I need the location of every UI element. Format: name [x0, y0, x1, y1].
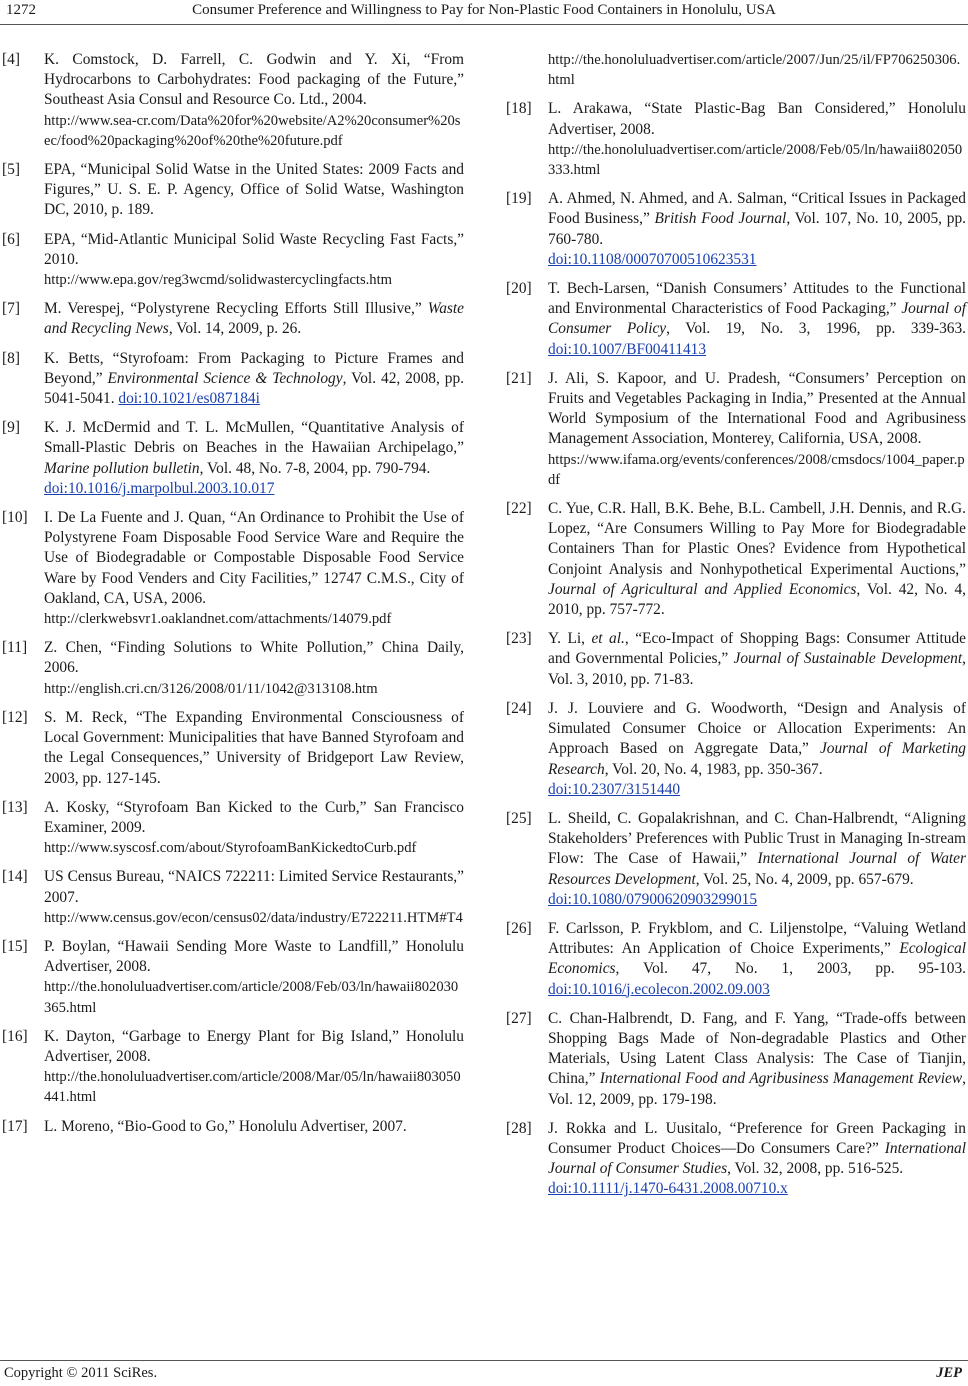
reference-url[interactable]: https://www.ifama.org/events/conferences/2008/cmsdocs/1004_paper.pdf	[548, 451, 965, 488]
doi-link[interactable]: doi:10.1016/j.marpolbul.2003.10.017	[44, 479, 275, 497]
reference-number: [15]	[2, 937, 28, 955]
reference-text: A. Kosky, “Styrofoam Ban Kicked to the Curb,” San Francisco Examiner, 2009.	[44, 798, 464, 836]
reference-text: C. Chan-Halbrendt, D. Fang, and F. Yang, “Trade-offs between Shopping Bags Made of Non-degradable Plastics and Other Materials, Using Latent Class Analysis: The Case of Tianjin, China,”	[548, 1009, 966, 1088]
reference-url[interactable]: http://the.honoluluadvertiser.com/article/2008/Feb/03/ln/hawaii802030365.html	[44, 979, 459, 1016]
reference-item	[2, 1027, 464, 1108]
reference-number: [28]	[506, 1119, 532, 1137]
reference-text: , “Eco-Impact of Shopping Bags: Consumer Attitude and Governmental Policies,”	[548, 630, 966, 668]
reference-item	[506, 699, 966, 800]
reference-text: US Census Bureau, “NAICS 722211: Limited Service Restaurants,” 2007.	[44, 868, 464, 906]
reference-details: , Vol. 48, No. 7-8, 2004, pp. 790-794.	[199, 459, 431, 477]
references-right-column	[506, 50, 966, 1209]
reference-number: [9]	[2, 419, 20, 437]
reference-item	[506, 809, 966, 910]
journal-title: Environmental Science & Technology	[107, 369, 343, 387]
reference-url[interactable]: http://clerkwebsvr1.oaklandnet.com/attachments/14079.pdf	[44, 611, 392, 628]
reference-number: [22]	[506, 500, 532, 518]
reference-item	[506, 99, 966, 180]
reference-item	[2, 638, 464, 699]
reference-number: [27]	[506, 1009, 532, 1027]
reference-item	[506, 279, 966, 360]
reference-number: [8]	[2, 349, 20, 367]
running-title: Consumer Preference and Willingness to Pay for Non-Plastic Food Containers in Honolulu, USA	[192, 2, 776, 18]
reference-text: Y. Li,	[548, 630, 592, 648]
reference-text: P. Boylan, “Hawaii Sending More Waste to Landfill,” Honolulu Advertiser, 2008.	[44, 937, 464, 976]
reference-details: , Vol. 42, 2008, pp. 5041-5041.	[44, 369, 464, 408]
reference-number: [20]	[506, 280, 532, 298]
reference-number: [6]	[2, 230, 20, 248]
reference-text: J. Ali, S. Kapoor, and U. Pradesh, “Consumers’ Perception on Fruits and Vegetables Packaging in India,” Presented at the Annual World Symposium of the International Food and Agribusiness Management Association, Monterey, California, USA, 2008.	[548, 369, 966, 448]
reference-number: [26]	[506, 919, 532, 937]
journal-title: Journal of Agricultural and Applied Economics	[548, 580, 857, 598]
reference-details: , Vol. 12, 2009, pp. 179-198.	[548, 1070, 966, 1108]
page-number: 1272	[6, 2, 36, 18]
reference-number: [19]	[506, 190, 532, 208]
reference-item	[2, 708, 464, 789]
reference-number: [4]	[2, 51, 20, 68]
reference-text: K. Betts, “Styrofoam: From Packaging to Picture Frames and Beyond,”	[44, 349, 464, 387]
reference-item	[506, 50, 966, 90]
doi-link[interactable]: doi:10.1007/BF00411413	[548, 340, 707, 358]
doi-link[interactable]: doi:10.2307/3151440	[548, 780, 681, 798]
reference-details: , Vol. 42, No. 4, 2010, pp. 757-772.	[548, 580, 966, 619]
reference-text: J. Rokka and L. Uusitalo, “Preference for Green Packaging in Consumer Product Choices—Do Consumers Care?”	[548, 1119, 966, 1157]
reference-text: J. J. Louviere and G. Woodworth, “Design and Analysis of Simulated Consumer Choice or Allocation Experiments: An Approach Based on Aggregate Data,”	[548, 699, 966, 758]
reference-number: [16]	[2, 1027, 28, 1045]
doi-link[interactable]: doi:10.1108/00070700510623531	[548, 250, 757, 268]
reference-text: K. J. McDermid and T. L. McMullen, “Quantitative Analysis of Small-Plastic Debris on Beaches in the Hawaiian Archipelago,”	[44, 419, 464, 457]
reference-item	[506, 629, 966, 690]
reference-item	[506, 499, 966, 620]
reference-text: A. Ahmed, N. Ahmed, and A. Salman, “Critical Issues in Packaged Food Business,”	[548, 190, 966, 228]
reference-url[interactable]: http://www.census.gov/econ/census02/data/industry/E722211.HTM#T4	[44, 909, 463, 926]
et-al-text: et al.	[591, 630, 625, 648]
reference-text: K. Dayton, “Garbage to Energy Plant for Big Island,” Honolulu Advertiser, 2008.	[44, 1027, 464, 1065]
reference-number: [23]	[506, 630, 532, 648]
reference-number: [11]	[2, 639, 28, 657]
header-rule	[0, 24, 968, 25]
journal-title: Journal of Consumer Policy	[548, 300, 966, 338]
reference-url[interactable]: http://the.honoluluadvertiser.com/article/2008/Mar/05/ln/hawaii803050441.html	[44, 1069, 461, 1106]
reference-item	[2, 50, 464, 151]
reference-details: , Vol. 32, 2008, pp. 516-525.	[727, 1160, 904, 1178]
reference-item	[2, 299, 464, 339]
reference-url[interactable]: http://english.cri.cn/3126/2008/01/11/1042@313108.htm	[44, 680, 378, 697]
journal-title: Ecological Economics	[548, 940, 966, 978]
reference-number: [13]	[2, 798, 28, 816]
reference-text: T. Bech-Larsen, “Danish Consumers’ Attitudes to the Functional and Environmental Characteristics of Food Packaging,”	[548, 280, 966, 318]
reference-item	[2, 349, 464, 410]
reference-text: K. Comstock, D. Farrell, C. Godwin and Y. Xi, “From Hydrocarbons to Carbohydrates: Food packaging of the Future,” Southeast Asia Consul and Resource Co. Ltd., 2004.	[44, 51, 464, 109]
reference-number: [17]	[2, 1117, 28, 1135]
reference-item	[506, 1119, 966, 1200]
reference-details: , Vol. 107, No. 10, 2005, pp. 760-780.	[548, 210, 966, 248]
reference-text: M. Verespej, “Polystyrene Recycling Efforts Still Illusive,”	[44, 300, 428, 318]
reference-details: , Vol. 3, 2010, pp. 71-83.	[548, 650, 967, 688]
page-header	[0, 0, 968, 26]
doi-link[interactable]: doi:10.1111/j.1470-6431.2008.00710.x	[548, 1180, 788, 1198]
journal-title: International Journal of Consumer Studies	[548, 1139, 966, 1178]
reference-number: [14]	[2, 868, 28, 886]
reference-text: I. De La Fuente and J. Quan, “An Ordinance to Prohibit the Use of Polystyrene Foam Disposable Food Service Ware and Require the Use of Biodegradable or Compostable Disposable Food Service Ware by Food Venders and City Facilities,” 12747 C.M.S., City of Oakland, CA, USA, 2006.	[44, 509, 464, 607]
doi-link[interactable]: doi:10.1080/07900620903299015	[548, 890, 758, 908]
reference-number: [12]	[2, 708, 28, 726]
reference-url[interactable]: http://www.syscosf.com/about/StyrofoamBanKickedtoCurb.pdf	[44, 840, 417, 857]
reference-text: C. Yue, C.R. Hall, B.K. Behe, B.L. Cambell, J.H. Dennis, and R.G. Lopez, “Are Consumers Willing to Pay More for Biodegradable Containers Than for Plastic Ones? Evidence from Hypothetical Conjoint Analysis and Nonhypothetical Experimental Auctions,”	[548, 500, 966, 578]
reference-text: S. M. Reck, “The Expanding Environmental Consciousness of Local Government: Municipalities that have Banned Styrofoam and the Legal Consequences,” University of Bridgeport Law Review, 2003, pp. 127-145.	[44, 708, 464, 787]
reference-details: , Vol. 19, No. 3, 1996, pp. 339-363.	[666, 320, 967, 338]
reference-item	[2, 418, 464, 499]
doi-link[interactable]: doi:10.1021/es087184i	[118, 390, 260, 408]
reference-number: [5]	[2, 161, 20, 179]
reference-text: Z. Chen, “Finding Solutions to White Pollution,” China Daily, 2006.	[44, 639, 464, 677]
reference-text: L. Sheild, C. Gopalakrishnan, and C. Chan-Halbrendt, “Aligning Stakeholders’ Preferences with Public Trust in Managing In-stream Flow: The Case of Hawaii,”	[548, 809, 966, 868]
reference-number: [21]	[506, 369, 532, 387]
reference-item	[2, 867, 464, 928]
reference-item	[2, 1117, 464, 1137]
journal-title: Marine pollution bulletin	[44, 459, 200, 477]
reference-url[interactable]: http://the.honoluluadvertiser.com/article/2008/Feb/05/ln/hawaii802050333.html	[548, 141, 963, 179]
reference-text: L. Moreno, “Bio-Good to Go,” Honolulu Advertiser, 2007.	[44, 1117, 407, 1135]
reference-details: , Vol. 47, No. 1, 2003, pp. 95-103.	[615, 960, 966, 978]
reference-item	[506, 919, 966, 1000]
reference-url[interactable]: http://the.honoluluadvertiser.com/article/2007/Jun/25/il/FP706250306.html	[548, 52, 961, 89]
copyright-notice: Copyright © 2011 SciRes.	[4, 1365, 158, 1381]
reference-text: F. Carlsson, P. Frykblom, and C. Liljenstolpe, “Valuing Wetland Attributes: An Application of Choice Experiments,”	[548, 919, 966, 958]
references-left-column	[2, 50, 464, 1146]
page-footer	[0, 1360, 968, 1382]
journal-title: Journal of Marketing Research	[548, 740, 967, 778]
reference-details: , Vol. 14, 2009, p. 26.	[168, 320, 302, 338]
reference-details: , Vol. 20, No. 4, 1983, pp. 350-367.	[604, 760, 823, 778]
journal-title: Journal of Sustainable Development	[733, 650, 963, 668]
journal-title: Waste and Recycling News	[44, 300, 464, 338]
reference-details: , Vol. 25, No. 4, 2009, pp. 657-679.	[695, 870, 914, 888]
journal-title: British Food Journal	[654, 210, 787, 228]
reference-item	[506, 1009, 966, 1110]
reference-item	[506, 369, 966, 490]
journal-title: International Journal of Water Resources Development	[548, 850, 967, 888]
reference-item	[506, 189, 966, 270]
reference-text: EPA, “Municipal Solid Watse in the United States: 2009 Facts and Figures,” U. S. E. P. Agency, Office of Solid Watse, Washington DC, 2010, p. 189.	[44, 161, 464, 219]
reference-url[interactable]: http://www.sea-cr.com/Data%20for%20website/A2%20consumer%20sec/food%20packaging%20of%20the%20future.pdf	[44, 112, 461, 149]
reference-number: [24]	[506, 699, 532, 717]
reference-number: [7]	[2, 300, 20, 318]
reference-text: L. Arakawa, “State Plastic-Bag Ban Considered,” Honolulu Advertiser, 2008.	[548, 100, 966, 138]
journal-title: International Food and Agribusiness Management Review	[599, 1070, 963, 1088]
reference-item	[2, 937, 464, 1018]
reference-item	[2, 508, 464, 629]
reference-item	[2, 230, 464, 291]
reference-url[interactable]: http://www.epa.gov/reg3wcmd/solidwastercyclingfacts.htm	[44, 272, 393, 289]
reference-number: [25]	[506, 809, 532, 827]
journal-abbrev: JEP	[936, 1365, 962, 1381]
reference-text: EPA, “Mid-Atlantic Municipal Solid Waste Recycling Fast Facts,” 2010.	[44, 230, 464, 268]
reference-number: [10]	[2, 509, 28, 527]
reference-item	[2, 798, 464, 859]
reference-item	[2, 160, 464, 221]
doi-link[interactable]: doi:10.1016/j.ecolecon.2002.09.003	[548, 980, 770, 998]
footer-rule	[0, 1360, 968, 1361]
reference-number: [18]	[506, 100, 532, 118]
